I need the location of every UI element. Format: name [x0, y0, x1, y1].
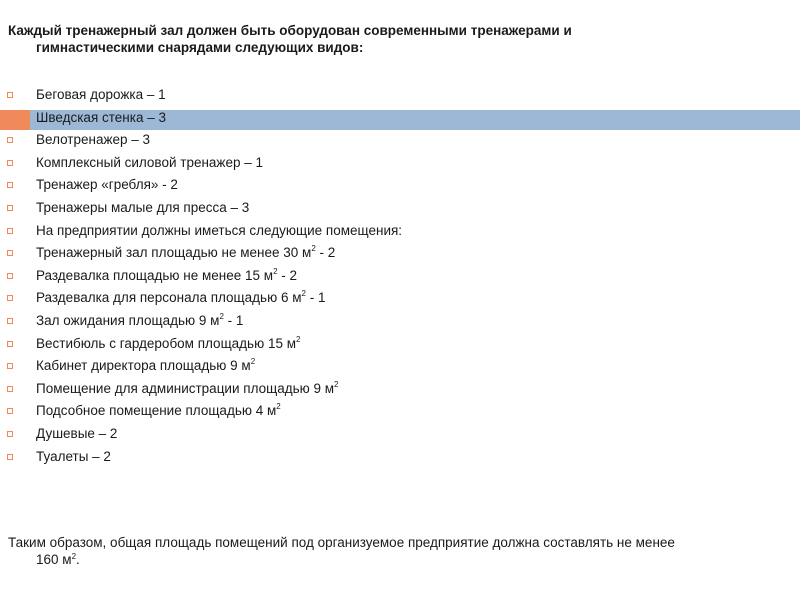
- list-item-text: Туалеты – 2: [36, 448, 111, 464]
- list-item-text: Тренажерный зал площадью не менее 30 м: [36, 245, 312, 261]
- list-item-text: Комплексный силовой тренажер – 1: [36, 154, 263, 170]
- unit-superscript: 2: [334, 379, 339, 389]
- list-item-count: - 1: [223, 312, 244, 328]
- list-item-text: Велотренажер – 3: [36, 132, 151, 148]
- conclusion-text: [8, 534, 778, 568]
- list-item: [0, 174, 800, 197]
- list-item: [0, 129, 800, 152]
- list-item-text: Кабинет директора площадью 9 м: [36, 358, 251, 374]
- unit-superscript: 2: [276, 402, 281, 412]
- list-item: [0, 378, 800, 401]
- list-item-text: Тренажеры малые для пресса – 3: [36, 199, 250, 215]
- heading-line-2: гимнастическими снарядами следующих видов:: [36, 40, 364, 55]
- list-item: [0, 220, 800, 243]
- slide-heading: [8, 22, 708, 56]
- square-bullet-icon: [7, 341, 13, 347]
- list-item: [0, 355, 800, 378]
- list-item-text: Тренажер «гребля» - 2: [36, 177, 178, 193]
- list-item-text: Вестибюль с гардеробом площадью 15 м: [36, 335, 297, 351]
- unit-superscript: 2: [273, 266, 278, 276]
- square-bullet-icon: [7, 431, 13, 437]
- list-item: [0, 107, 800, 130]
- bullet-list: [0, 84, 800, 468]
- list-item-count: - 2: [277, 267, 298, 283]
- unit-superscript: 2: [219, 311, 224, 321]
- list-item: [0, 287, 800, 310]
- list-item-count: - 1: [305, 290, 326, 306]
- square-bullet-icon: [7, 205, 13, 211]
- square-bullet-icon: [7, 295, 13, 301]
- unit-superscript: 2: [250, 357, 256, 367]
- square-bullet-icon: [7, 250, 13, 256]
- conclusion-period: .: [76, 552, 80, 567]
- list-item: [0, 84, 800, 107]
- list-item: [0, 446, 800, 469]
- list-item-text: Подсобное помещение площадью 4 м: [36, 403, 277, 419]
- list-item: [0, 423, 800, 446]
- conclusion-line-1: Таким образом, общая площадь помещений под организуемое предприятие должна составлять не менее: [8, 535, 675, 550]
- square-bullet-icon: [7, 318, 13, 324]
- unit-superscript: 2: [296, 334, 301, 344]
- list-item-text: Беговая дорожка – 1: [36, 87, 166, 102]
- list-item-text: Раздевалка для персонала площадью 6 м: [36, 290, 302, 306]
- conclusion-line-2: [8, 551, 778, 568]
- square-bullet-icon: [7, 363, 13, 369]
- list-item-text: Душевые – 2: [36, 425, 118, 441]
- list-item: [0, 265, 800, 288]
- square-bullet-icon: [7, 273, 13, 279]
- list-item-text: Шведская стенка – 3: [36, 109, 166, 125]
- square-bullet-icon: [7, 137, 13, 143]
- square-bullet-icon: [7, 228, 13, 234]
- square-bullet-icon: [7, 408, 13, 414]
- list-item: [0, 310, 800, 333]
- conclusion-unit-superscript: 2: [71, 552, 77, 561]
- square-bullet-icon: [7, 115, 13, 121]
- unit-superscript: 2: [311, 244, 316, 254]
- list-item-text: Раздевалка площадью не менее 15 м: [36, 267, 274, 283]
- list-item: [0, 197, 800, 220]
- square-bullet-icon: [7, 92, 13, 98]
- list-item: [0, 152, 800, 175]
- list-item-text: На предприятии должны иметься следующие помещения:: [36, 222, 403, 238]
- list-item: [0, 400, 800, 423]
- square-bullet-icon: [7, 454, 13, 460]
- list-item: [0, 333, 800, 356]
- list-item-count: - 2: [315, 245, 336, 261]
- square-bullet-icon: [7, 386, 13, 392]
- list-item: [0, 242, 800, 265]
- heading-line-1: Каждый тренажерный зал должен быть оборудован современными тренажерами и: [8, 23, 572, 38]
- square-bullet-icon: [7, 182, 13, 188]
- list-item-text: Помещение для администрации площадью 9 м: [36, 380, 335, 396]
- square-bullet-icon: [7, 160, 13, 166]
- conclusion-value: 160 м: [36, 552, 72, 567]
- list-item-text: Зал ожидания площадью 9 м: [36, 312, 220, 328]
- unit-superscript: 2: [301, 289, 306, 299]
